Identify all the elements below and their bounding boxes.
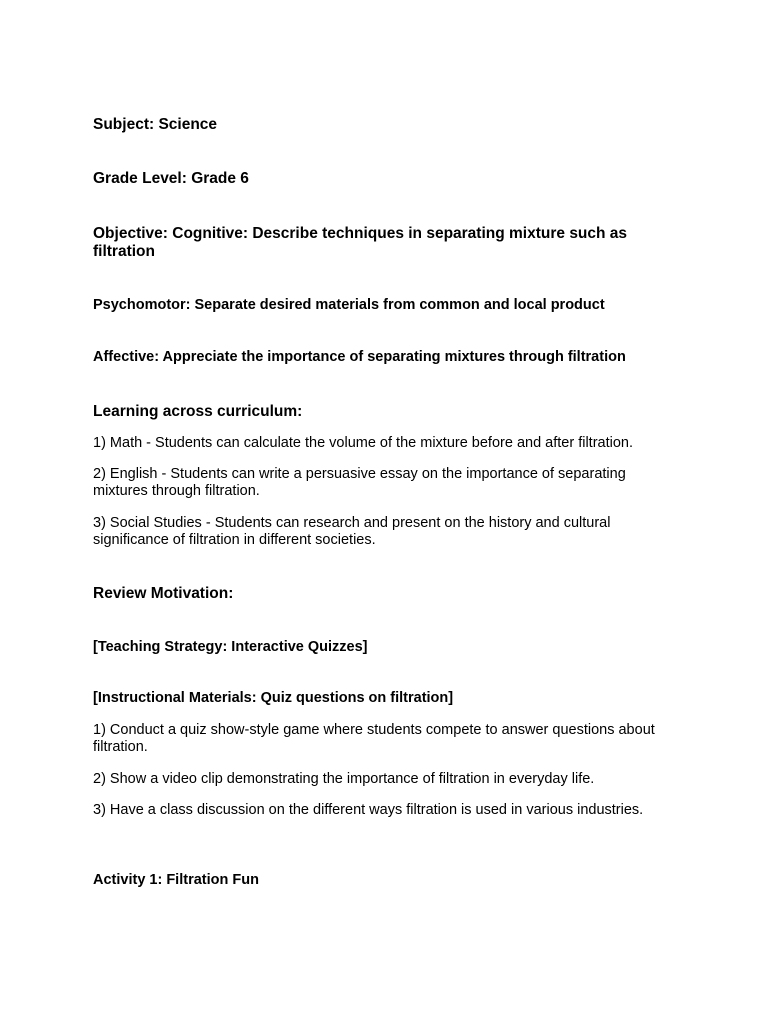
affective-line: Affective: Appreciate the importance of separating mixtures through filtration	[93, 349, 626, 365]
objective-line: Objective: Cognitive: Describe techniques in separating mixture such as filtration	[93, 225, 628, 260]
teaching-strategy-line: [Teaching Strategy: Interactive Quizzes]	[93, 639, 368, 655]
learning-item: 1) Math - Students can calculate the volume of the mixture before and after filtration.	[93, 435, 634, 451]
instructional-materials-line: [Instructional Materials: Quiz questions on filtration]	[93, 690, 454, 706]
learning-item: 3) Social Studies - Students can research and present on the history and cultural significance of filtration in different societies.	[93, 515, 611, 548]
learning-item: 2) English - Students can write a persuasive essay on the importance of separating mixtures through filtration.	[93, 466, 626, 499]
review-heading: Review Motivation:	[93, 585, 234, 602]
activity-heading: Activity 1: Filtration Fun	[93, 872, 259, 888]
learning-heading: Learning across curriculum:	[93, 403, 303, 420]
review-item: 3) Have a class discussion on the different ways filtration is used in various industries.	[93, 802, 644, 818]
review-item: 2) Show a video clip demonstrating the importance of filtration in everyday life.	[93, 771, 595, 787]
grade-level-line: Grade Level: Grade 6	[93, 170, 249, 187]
subject-line: Subject: Science	[93, 116, 218, 133]
review-item: 1) Conduct a quiz show-style game where students compete to answer questions about filtration.	[93, 722, 655, 755]
psychomotor-line: Psychomotor: Separate desired materials from common and local product	[93, 297, 605, 313]
